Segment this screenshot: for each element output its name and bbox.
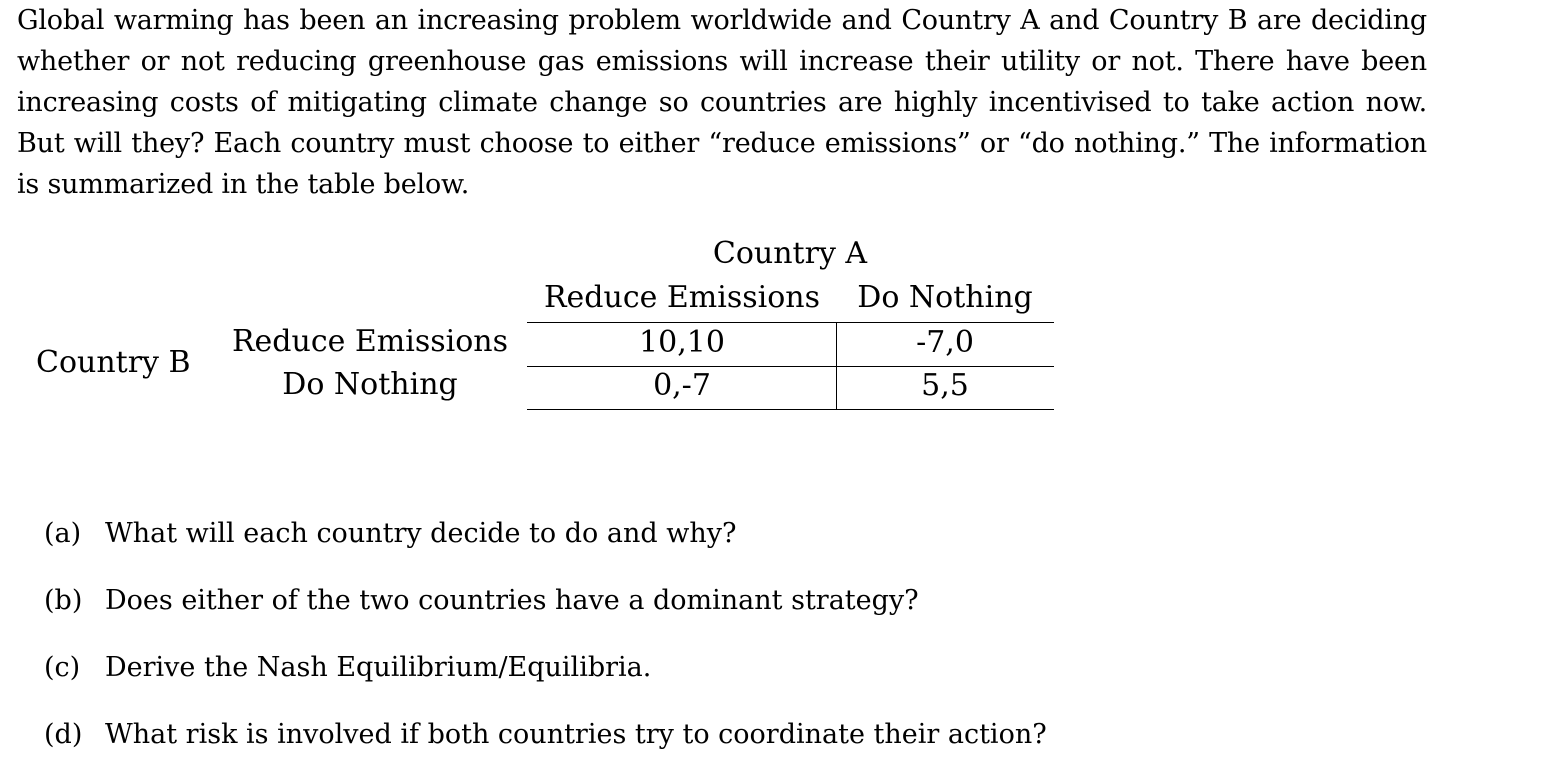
table-rule <box>527 322 1054 323</box>
question-text: Derive the Nash Equilibrium/Equilibria. <box>105 652 652 683</box>
row-player-label: Country B <box>36 345 191 380</box>
question-item <box>44 510 1047 577</box>
payoff-cell: 5,5 <box>921 368 969 403</box>
question-text: What will each country decide to do and why? <box>105 518 737 549</box>
question-label: (a) <box>44 518 82 549</box>
payoff-cell: 0,-7 <box>653 368 711 403</box>
question-label: (c) <box>44 652 81 683</box>
question-label: (b) <box>44 585 83 616</box>
row-strategy-nothing: Do Nothing <box>282 367 458 402</box>
row-strategy-reduce: Reduce Emissions <box>231 324 509 359</box>
table-rule <box>527 409 1054 410</box>
question-label: (d) <box>44 719 83 750</box>
question-text: Does either of the two countries have a dominant strategy? <box>105 585 919 616</box>
question-item <box>44 644 1047 711</box>
intro-paragraph: Global warming has been an increasing problem worldwide and Country A and Country B are deciding whether or not reducing greenhouse gas emissions will increase their utility or not. There have been increasing costs of mitigating climate change so countries are highly incentivised to take action now. But will they? Each country must choose to either “reduce emissions” or “do nothing.” The information is summarized in the table below. <box>17 5 1427 200</box>
question-list <box>44 510 1047 778</box>
payoff-cell: 10,10 <box>639 325 725 360</box>
payoff-cell: -7,0 <box>916 325 974 360</box>
table-divider <box>836 323 837 410</box>
column-strategy-nothing: Do Nothing <box>857 280 1033 315</box>
question-item <box>44 711 1047 778</box>
question-text: What risk is involved if both countries try to coordinate their action? <box>105 719 1047 750</box>
table-rule <box>527 366 1054 367</box>
column-player-label: Country A <box>712 236 868 271</box>
column-strategy-reduce: Reduce Emissions <box>543 280 821 315</box>
question-item <box>44 577 1047 644</box>
